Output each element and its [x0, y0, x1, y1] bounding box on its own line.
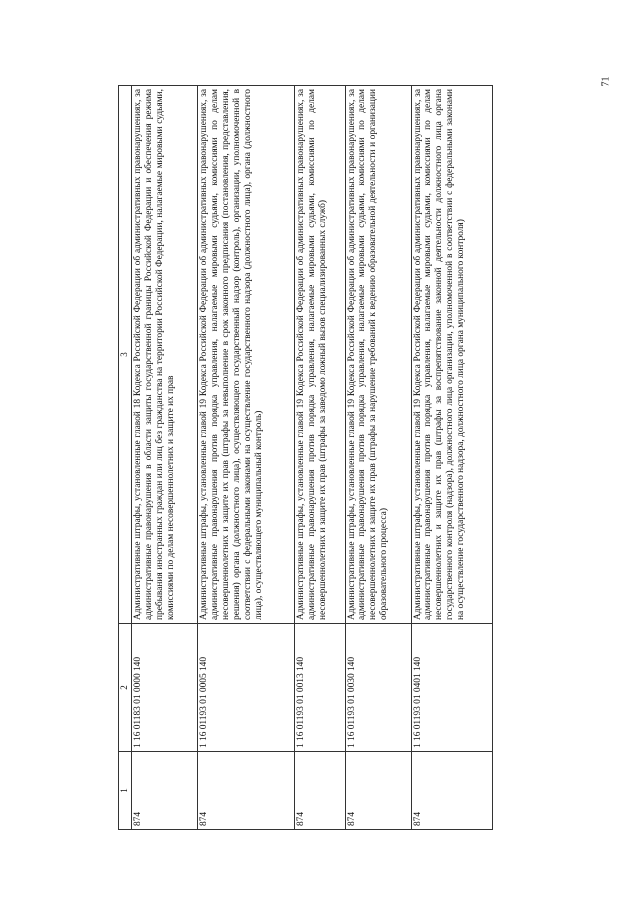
description-cell: Административные штрафы, установленные главой 18 Кодекса Российской Федерации об административных правонарушениях, за административные правонарушения в области защиты государственной границы Российской Федерации и обеспечения режима пребывания иностранных граждан или лиц без гражданства на территории Российской Федерации, налагаемые мировыми судьями, комиссиями по делам несовершеннолетних и защите их прав [132, 86, 198, 624]
header-col-2: 2 [119, 624, 132, 752]
table-row [345, 86, 411, 830]
table-row [411, 86, 492, 830]
admin-code-cell: 874 [345, 752, 411, 830]
description-cell: Административные штрафы, установленные главой 19 Кодекса Российской Федерации об административных правонарушениях, за административные правонарушения против порядка управления, налагаемые мировыми судьями, комиссиями по делам несовершеннолетних и защите их прав (штрафы за невыполнение в срок законного предписания (постановления, представления, решения) органа (должностного лица), осуществляющего государственный надзор (контроль), организации, уполномоченной в соответствии с федеральными законами на осуществление государственного надзора (должностного лица), органа (должностного лица), осуществляющего муниципальный контроль) [198, 86, 295, 624]
table-header-row [119, 86, 132, 830]
admin-code-cell: 874 [132, 752, 198, 830]
description-cell: Административные штрафы, установленные главой 19 Кодекса Российской Федерации об административных правонарушениях, за административные правонарушения против порядка управления, налагаемые мировыми судьями, комиссиями по делам несовершеннолетних и защите их прав (штрафы за нарушение требований к ведению образовательной деятельности и организации образовательного процесса) [345, 86, 411, 624]
table-row [198, 86, 295, 830]
header-col-1: 1 [119, 752, 132, 830]
table-row [294, 86, 345, 830]
budget-code-cell: 1 16 01193 01 0013 140 [294, 624, 345, 752]
admin-code-cell: 874 [411, 752, 492, 830]
budget-code-cell: 1 16 01193 01 0005 140 [198, 624, 295, 752]
budget-code-table [118, 85, 493, 830]
description-cell: Административные штрафы, установленные главой 19 Кодекса Российской Федерации об административных правонарушениях, за административные правонарушения против порядка управления, налагаемые мировыми судьями, комиссиями по делам несовершеннолетних и защите их прав (штрафы за воспрепятствование законной деятельности должностного лица органа государственного контроля (надзора), должностного лица организации, уполномоченной в соответствии с федеральными законами на осуществление государственного надзора, должностного лица органа муниципального контроля) [411, 86, 492, 624]
description-cell: Административные штрафы, установленные главой 19 Кодекса Российской Федерации об административных правонарушениях, за административные правонарушения против порядка управления, налагаемые мировыми судьями, комиссиями по делам несовершеннолетних и защите их прав (штрафы за заведомо ложный вызов специализированных служб) [294, 86, 345, 624]
rotated-table-container [118, 86, 493, 830]
budget-code-cell: 1 16 01193 01 0401 140 [411, 624, 492, 752]
table-row [132, 86, 198, 830]
admin-code-cell: 874 [198, 752, 295, 830]
admin-code-cell: 874 [294, 752, 345, 830]
budget-code-cell: 1 16 01193 01 0030 140 [345, 624, 411, 752]
header-col-3: 3 [119, 86, 132, 624]
budget-code-cell: 1 16 01183 01 0000 140 [132, 624, 198, 752]
page-number: 71 [600, 76, 612, 87]
